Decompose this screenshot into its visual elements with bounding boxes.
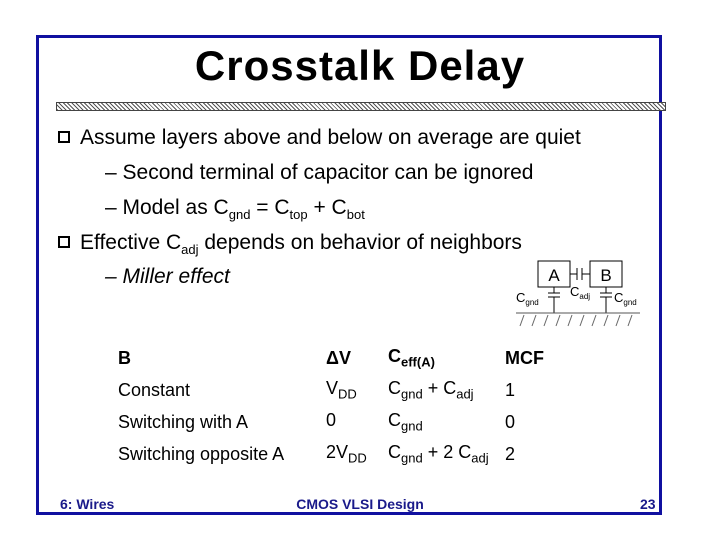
miller-capacitance-diagram — [508, 258, 648, 336]
bullet-2: Effective $C_{adj}$ depends on behavior of neighbors — [58, 231, 522, 257]
wire-a-label: A — [548, 266, 560, 285]
miller-factor-table — [112, 342, 553, 470]
bullet-1: Assume layers above and below on average are quiet — [58, 126, 581, 150]
checkbox-bullet-icon — [58, 131, 70, 143]
table-row: Switching with A 0 $C_{gnd}$ 0 — [118, 410, 516, 434]
table-header-row — [112, 342, 553, 374]
sub-bullet-1a: – Second terminal of capacitor can be ignored — [105, 161, 534, 184]
page-number: 23 — [640, 496, 656, 512]
sub-bullet-2a: – Miller effect — [105, 265, 230, 288]
cap-right-label: $C_{gnd}$ — [614, 290, 637, 307]
header-delta-v: ΔV — [326, 347, 351, 368]
cap-mid-label: $C_{adj}$ — [570, 284, 591, 301]
cap-left-label: $C_{gnd}$ — [516, 290, 539, 307]
header-b: B — [118, 347, 131, 368]
title-rule — [56, 102, 666, 111]
wire-b-label: B — [600, 266, 612, 285]
table-row: Constant $V_{DD}$ $C_{gnd} + C_{adj}$ 1 — [118, 378, 516, 402]
sub-bullet-1b: – Model as $C_{gnd} = C_{top} + C_{bot}$ — [105, 196, 365, 223]
header-mcf: MCF — [505, 347, 544, 368]
table-row: Switching opposite A $2V_{DD}$ $C_{gnd} + 2$ $C_{adj}$ 2 — [118, 442, 516, 466]
header-ceff: $C_{eff(A)}$ — [388, 346, 435, 370]
footer-section: 6: Wires — [60, 496, 115, 512]
footer-course: CMOS VLSI Design — [296, 496, 424, 512]
checkbox-bullet-icon — [58, 236, 70, 248]
slide-title: Crosstalk Delay — [194, 42, 526, 89]
